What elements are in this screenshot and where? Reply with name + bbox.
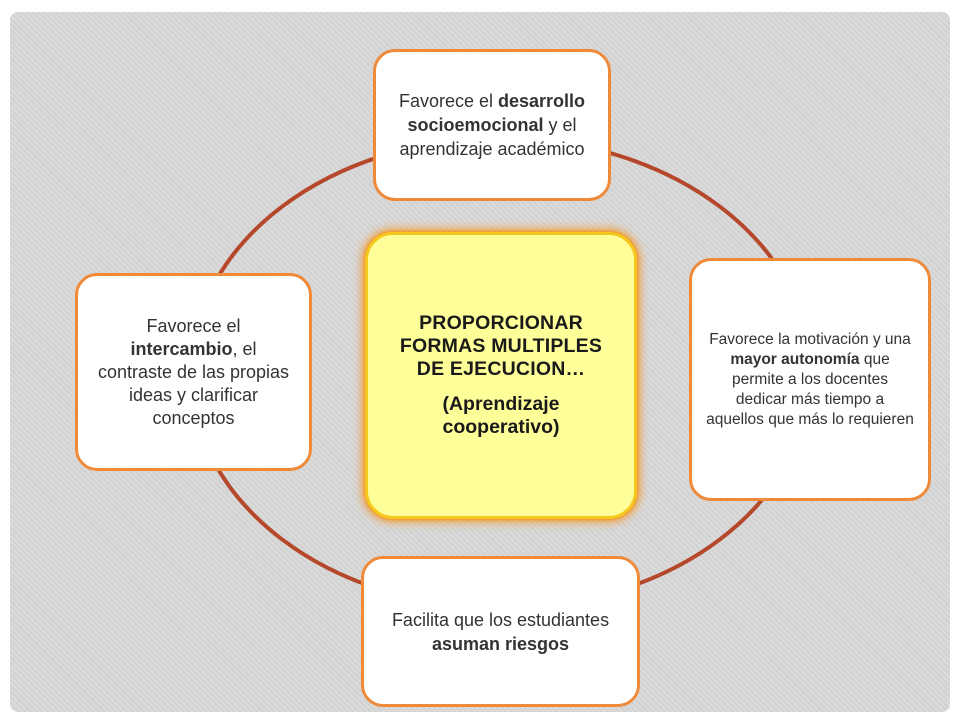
node-bottom-bold: asuman riesgos <box>431 633 570 654</box>
node-left-post: , el contraste de las propias ideas y clarificar conceptos <box>97 338 290 428</box>
node-right-post: que permite a los docentes dedicar más tiempo a aquellos que más lo requieren <box>706 350 914 428</box>
node-right-bold: mayor autonomía <box>730 350 860 368</box>
node-top-pre: Favorece el <box>398 91 498 111</box>
node-left-pre: Favorece el <box>146 315 241 336</box>
node-bottom <box>361 556 640 707</box>
node-left-bold: intercambio <box>130 338 233 359</box>
node-right <box>689 258 931 501</box>
node-top-bold: desarrollo socioemocional <box>407 91 586 135</box>
node-top <box>373 49 611 201</box>
node-top-post: y el aprendizaje académico <box>399 115 585 159</box>
center-subtitle: (Aprendizaje cooperativo) <box>442 393 560 438</box>
node-left <box>75 273 312 471</box>
node-right-pre: Favorece la motivación y una <box>709 330 911 348</box>
center-title: PROPORCIONAR FORMAS MULTIPLES DE EJECUCION… <box>399 312 603 380</box>
node-right-text <box>706 330 914 430</box>
node-top-text <box>386 89 598 161</box>
center-node <box>365 232 637 519</box>
node-bottom-text <box>378 608 623 656</box>
node-bottom-pre: Facilita que los estudiantes <box>391 609 610 630</box>
node-left-text <box>92 315 295 430</box>
